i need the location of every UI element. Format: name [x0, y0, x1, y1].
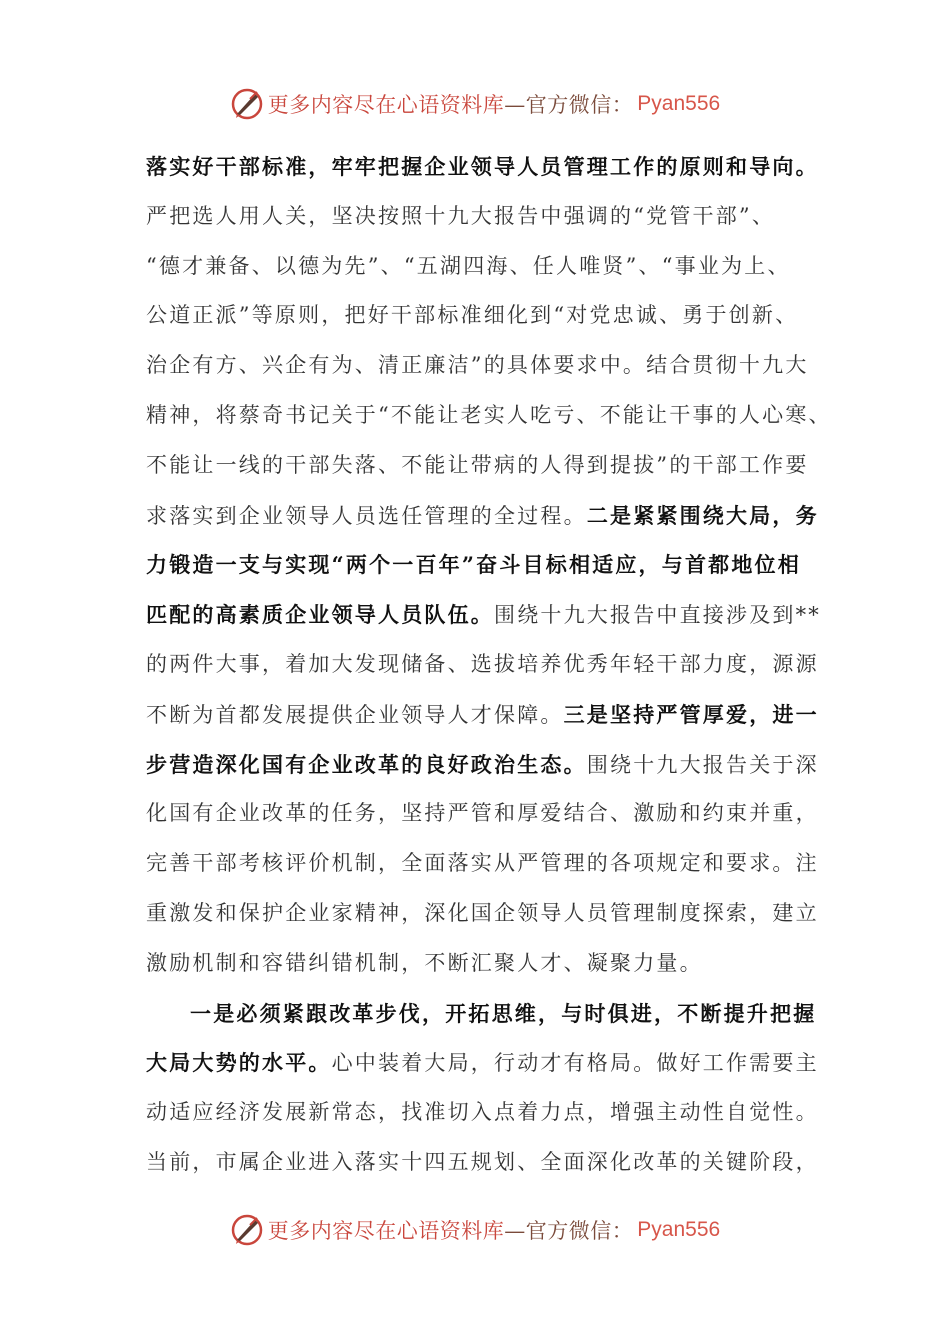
bold-text-run: 二是紧紧围绕大局，务	[586, 502, 819, 528]
text-run: 激励机制和容错纠错机制，不断汇聚人才、凝聚力量。	[146, 950, 703, 975]
bold-text-run: 一是必须紧跟改革步伐，开拓思维，与时俱进，不断提升把握	[190, 1000, 817, 1026]
text-line	[146, 889, 818, 939]
text-line	[146, 1138, 818, 1188]
text-line	[146, 142, 818, 192]
text-line	[146, 789, 818, 839]
quill-pen-circle-icon	[230, 1213, 264, 1247]
text-run: 治企有方、兴企有为、清正廉洁”的具体要求中。结合贯彻十九大	[146, 353, 809, 378]
text-run: 完善干部考核评价机制，全面落实从严管理的各项规定和要求。注	[146, 851, 819, 876]
wechat-id: Pyan556	[637, 92, 721, 115]
text-line	[146, 1088, 818, 1138]
text-run: 围绕十九大报告中直接涉及到**	[494, 603, 821, 628]
text-run: 严把选人用人关，坚决按照十九大报告中强调的“党管干部”、	[146, 203, 776, 228]
banner-title: 更多内容尽在心语资料库—官方微信：	[267, 93, 634, 117]
bold-text-run: 落实好干部标准，牢牢把握企业领导人员管理工作的原则和导向。	[146, 154, 819, 179]
text-line	[146, 192, 818, 242]
bold-text-run: 步营造深化国有企业改革的良好政治生态。	[146, 751, 587, 777]
bold-text-run: 力锻造一支与实现“两个一百年”奋斗目标相适应，与首都地位相	[146, 552, 801, 578]
text-line	[146, 939, 818, 989]
text-run: 围绕十九大报告关于深	[586, 752, 819, 777]
bold-text-run: 大局大势的水平。	[146, 1050, 332, 1076]
text-run: 不能让一线的干部失落、不能让带病的人得到提拔”的干部工作要	[146, 452, 809, 477]
wechat-id: Pyan556	[637, 1218, 721, 1241]
text-run: 化国有企业改革的任务，坚持严管和厚爱结合、激励和约束并重，	[146, 801, 819, 826]
text-run: 不断为首都发展提供企业领导人才保障。	[146, 702, 564, 727]
banner-title: 更多内容尽在心语资料库—官方微信：	[267, 1219, 634, 1243]
bold-text-run: 匹配的高素质企业领导人员队伍。	[146, 602, 494, 628]
text-line	[146, 291, 818, 341]
text-line	[146, 441, 818, 491]
text-line	[146, 839, 818, 889]
footer-banner	[0, 1210, 950, 1250]
text-line	[146, 491, 818, 541]
text-run: 心中装着大局，行动才有格局。做好工作需要主	[331, 1051, 819, 1076]
text-line	[146, 590, 821, 640]
text-line	[146, 242, 818, 292]
bold-text-run: 三是坚持严管厚爱，进一	[563, 701, 819, 727]
text-line	[146, 690, 818, 740]
text-run: “德才兼备、以德为先”、“五湖四海、任人唯贤”、“事业为上、	[146, 253, 791, 278]
document-body	[146, 142, 832, 1188]
header-banner	[0, 84, 950, 124]
text-line	[146, 341, 818, 391]
text-line	[146, 540, 818, 590]
text-run: 重激发和保护企业家精神，深化国企领导人员管理制度探索，建立	[146, 900, 819, 925]
text-run: 动适应经济发展新常态，找准切入点着力点，增强主动性自觉性。	[146, 1100, 819, 1125]
quill-pen-circle-icon	[230, 87, 264, 121]
text-run: 精神，将蔡奇书记关于“不能让老实人吃亏、不能让干事的人心寒、	[146, 402, 832, 427]
text-run: 求落实到企业领导人员选任管理的全过程。	[146, 503, 587, 528]
text-run: 的两件大事，着加大发现储备、选拔培养优秀年轻干部力度，源源	[146, 651, 819, 676]
text-run: 公道正派”等原则，把好干部标准细化到“对党忠诚、勇于创新、	[146, 303, 799, 328]
text-line	[146, 1038, 818, 1088]
text-run: 当前，市属企业进入落实十四五规划、全面深化改革的关键阶段，	[146, 1149, 819, 1174]
text-line	[146, 989, 818, 1039]
text-line	[146, 640, 818, 690]
text-line	[146, 740, 818, 790]
text-line	[146, 391, 832, 441]
